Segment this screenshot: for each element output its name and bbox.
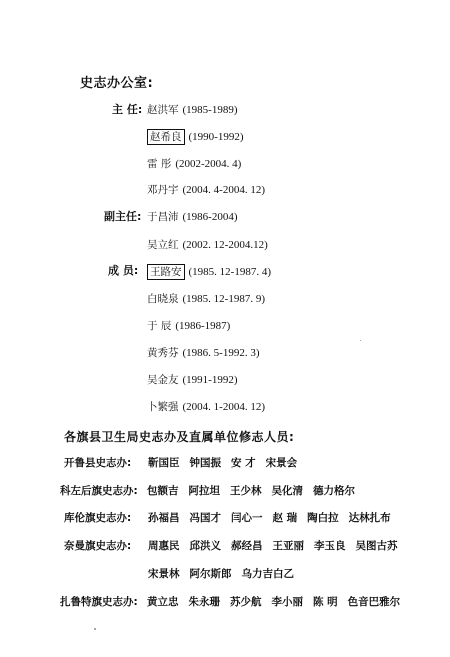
- person-name: 王少林: [230, 485, 262, 497]
- person-name: 靳国臣: [148, 457, 180, 469]
- staff-row: [147, 157, 241, 171]
- person-name: 邱洪义: [189, 540, 221, 552]
- staff-name: 雷 彤: [147, 158, 172, 170]
- person-name: 王亚丽: [272, 540, 304, 552]
- staff-dates: (1985-1989): [182, 104, 238, 116]
- staff-dates: (1986-2004): [182, 211, 238, 223]
- person-name: 乌力吉白乙: [241, 568, 294, 580]
- staff-row: [147, 319, 230, 333]
- person-name: 钟国振: [189, 457, 221, 469]
- staff-name-boxed: 王路安: [147, 264, 185, 280]
- staff-name: 黄秀芬: [147, 347, 179, 359]
- staff-row: [147, 292, 265, 306]
- county-label: 扎鲁特旗史志办:: [60, 596, 138, 608]
- staff-name-boxed: 赵希良: [147, 129, 185, 145]
- county-names: [147, 595, 410, 609]
- scan-speck: [360, 340, 361, 341]
- person-name: 朱永珊: [188, 596, 220, 608]
- person-name: 宋景林: [148, 568, 180, 580]
- person-name: 李小丽: [271, 596, 303, 608]
- person-name: 苏少航: [230, 596, 262, 608]
- person-name: 色音巴雅尔: [347, 596, 401, 608]
- person-name: 包额吉: [147, 485, 179, 497]
- county-label: 开鲁县史志办:: [64, 457, 132, 469]
- counties-heading: 各旗县卫生局史志办及直属单位修志人员:: [64, 430, 295, 444]
- person-name: 阿拉坦: [188, 485, 220, 497]
- person-name: 安 才: [231, 457, 256, 469]
- staff-dates: (2004. 1-2004. 12): [182, 401, 265, 413]
- county-names: [147, 484, 365, 498]
- staff-name: 于 辰: [147, 320, 172, 332]
- person-name: 闫心一: [231, 512, 263, 524]
- staff-dates: (1986-1987): [175, 320, 231, 332]
- person-name: 达林扎布: [348, 512, 391, 524]
- staff-dates: (2002-2004. 4): [175, 158, 242, 170]
- county-label: 奈曼旗史志办:: [64, 540, 132, 552]
- staff-name: 赵洪军: [147, 104, 179, 116]
- person-name: 陶白拉: [307, 512, 339, 524]
- staff-dates: (1986. 5-1992. 3): [182, 347, 260, 359]
- staff-row: [147, 400, 265, 414]
- office-heading: 史志办公室:: [80, 76, 154, 91]
- county-label: 库伦旗史志办:: [64, 512, 132, 524]
- staff-row: [147, 103, 238, 117]
- deputy-label: 副主任:: [104, 210, 142, 223]
- person-name: 周惠民: [148, 540, 180, 552]
- member-label: 成 员:: [108, 264, 139, 277]
- person-name: 陈 明: [313, 596, 338, 608]
- staff-dates: (1990-1992): [188, 131, 244, 143]
- staff-dates: (1985. 12-1987. 9): [182, 293, 265, 305]
- scan-speck: [94, 628, 96, 630]
- county-names: [148, 456, 307, 470]
- county-names: [148, 511, 401, 525]
- staff-row: [147, 373, 238, 387]
- staff-row: [147, 210, 238, 224]
- person-name: 李玉良: [314, 540, 346, 552]
- staff-dates: (1985. 12-1987. 4): [188, 266, 271, 278]
- person-name: 宋景会: [265, 457, 298, 469]
- staff-name: 吴立红: [147, 239, 179, 251]
- staff-name: 于昌沛: [147, 211, 179, 223]
- person-name: 赵 瑞: [272, 512, 298, 524]
- person-name: 阿尔斯郎: [189, 568, 232, 580]
- person-name: 吴图古苏: [355, 540, 398, 552]
- staff-name: 邓丹宇: [147, 184, 179, 196]
- staff-name: 吴金友: [147, 374, 179, 386]
- staff-name: 卜繁强: [147, 401, 179, 413]
- staff-dates: (2004. 4-2004. 12): [182, 184, 265, 196]
- staff-row: [147, 346, 260, 360]
- director-label: 主 任:: [112, 103, 143, 116]
- person-name: 吴化清: [271, 485, 303, 497]
- staff-row: [147, 183, 265, 197]
- person-name: 孙福昌: [148, 512, 180, 524]
- staff-row: [147, 238, 268, 252]
- person-name: 冯国才: [189, 512, 221, 524]
- county-names: [148, 539, 408, 553]
- county-names: [148, 567, 304, 581]
- person-name: 黄立忠: [147, 596, 179, 608]
- person-name: 郝经昌: [231, 540, 263, 552]
- staff-row: [150, 129, 244, 145]
- county-label: 科左后旗史志办:: [60, 485, 138, 497]
- person-name: 德力格尔: [313, 485, 355, 497]
- staff-dates: (2002. 12-2004.12): [182, 239, 268, 251]
- staff-row: [150, 264, 271, 280]
- staff-dates: (1991-1992): [182, 374, 238, 386]
- staff-name: 白晓泉: [147, 293, 179, 305]
